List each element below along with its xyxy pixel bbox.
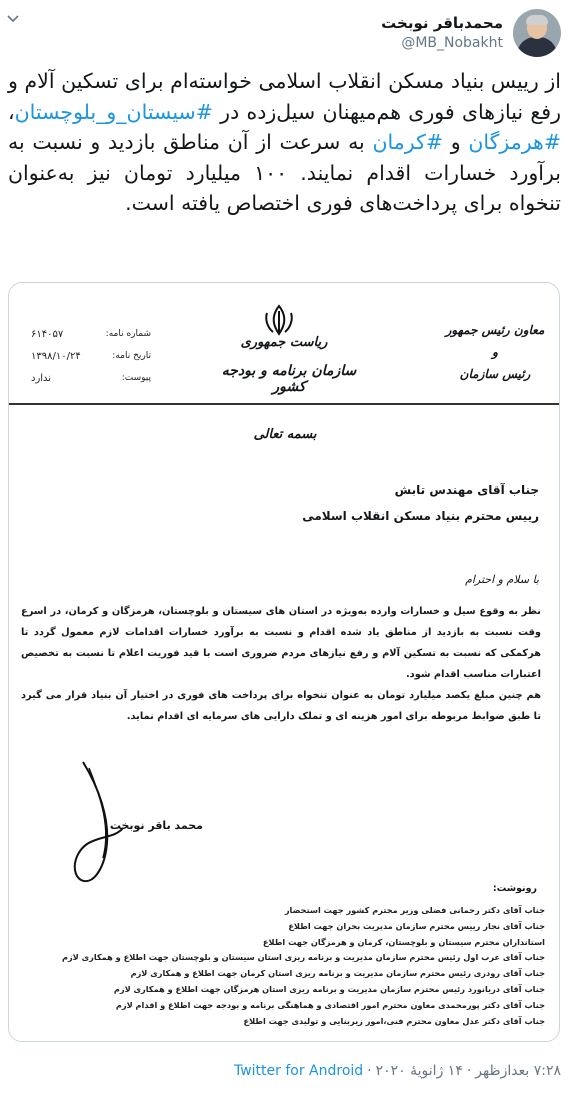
cc-title: رونوشت: bbox=[492, 883, 537, 894]
separator-dot: · bbox=[466, 1063, 472, 1079]
tweet-text-segment: از رییس بنیاد مسکن انقلاب اسلامی خواسته‌ام برای تسکین آلام و رفع نیازهای فوری هم‌میهنان سیل‌زده در bbox=[8, 69, 561, 124]
addressee-name: جناب آقای مهندس تابش bbox=[394, 483, 539, 497]
cc-item: جناب آقای دریانورد رئیس محترم سازمان مدیریت و برنامه ریزی استان هرمزگان جهت اطلاع و همکاری لازم bbox=[113, 983, 545, 994]
cc-item: جناب آقای رودری رئیس محترم سازمان مدیریت و برنامه ریزی استان کرمان جهت اطلاع و همکاری لازم bbox=[130, 968, 545, 979]
iran-emblem-icon bbox=[261, 303, 297, 337]
sender-title bbox=[445, 319, 545, 385]
letter-body bbox=[21, 601, 541, 727]
meta-value: ۶۱۴۰۵۷ bbox=[31, 328, 64, 340]
org-line-presidency: ریاست جمهوری bbox=[240, 335, 328, 350]
meta-key: شماره نامه: bbox=[105, 329, 151, 339]
meta-row-attachment bbox=[31, 367, 151, 389]
attached-letter-image[interactable] bbox=[8, 282, 560, 1042]
chevron-down-icon[interactable] bbox=[6, 14, 20, 24]
tweet-time[interactable]: ۷:۲۸ بعدازظهر bbox=[475, 1063, 561, 1079]
meta-key: پیوست: bbox=[121, 373, 151, 383]
greeting: با سلام و احترام bbox=[465, 573, 539, 586]
tweet-footer bbox=[234, 1060, 561, 1082]
cc-item: جناب آقای دکتر رحمانی فضلی وزیر محترم کشور جهت استحضار bbox=[284, 905, 545, 915]
meta-row-number bbox=[31, 323, 151, 345]
user-handle[interactable]: @MB_Nobakht bbox=[401, 35, 503, 51]
letterhead-divider bbox=[9, 403, 559, 405]
tweet-text-segment: ، bbox=[8, 99, 15, 124]
hashtag-link-kerman[interactable]: #کرمان bbox=[372, 130, 444, 154]
basmala: بسمه تعالی bbox=[253, 427, 317, 442]
letter-paragraph: هم چنین مبلغ یکصد میلیارد تومان به عنوان تنخواه برای پرداخت های فوری در اختیار آن بنیاد قرار می گیرد تا طبق ضوابط مربوطه برای امور هزینه ای و تملک دارایی های سرمایه ای اقدام نماید. bbox=[21, 690, 541, 722]
cc-list bbox=[25, 903, 545, 1029]
separator-dot: · bbox=[367, 1063, 372, 1079]
meta-value: ۱۳۹۸/۱۰/۲۴ bbox=[31, 350, 81, 362]
cc-item: جناب آقای دکتر عدل معاون محترم فنی،امور زیربنایی و تولیدی جهت اطلاع bbox=[243, 1015, 545, 1026]
sender-title-line: رئیس سازمان bbox=[459, 367, 531, 381]
sender-title-line: و bbox=[492, 345, 498, 359]
hashtag-link-hormozgan[interactable]: #هرمزگان bbox=[468, 130, 561, 154]
hashtag-link-sistan[interactable]: #سیستان_و_بلوچستان bbox=[14, 99, 213, 124]
cc-item: جناب آقای عرب اول رئیس محترم سازمان مدیریت و برنامه ریزی استان سیستان و بلوچستان جهت اطلاع و همکاری لازم bbox=[61, 952, 545, 963]
tweet-source-link[interactable]: Twitter for Android bbox=[233, 1063, 364, 1079]
tweet-text-segment: به سرعت از آن مناطق بازدید و نسبت به برآورد خسارات اقدام نمایند. ۱۰۰ میلیارد تومان نیز به‌عنوان تنخواه برای پرداخت‌های فوری اختصاص یافته است. bbox=[8, 130, 561, 215]
avatar[interactable] bbox=[513, 9, 561, 57]
cc-item: جناب آقای دکتر پورمحمدی معاون محترم امور اقتصادی و هماهنگی برنامه و بودجه جهت اطلاع و اقدام لازم bbox=[115, 999, 545, 1010]
author-names bbox=[381, 13, 503, 53]
meta-value: ندارد bbox=[31, 372, 52, 384]
tweet-date[interactable]: ۱۴ ژانویهٔ ۲۰۲۰ bbox=[375, 1063, 463, 1079]
letter-paragraph: نظر به وقوع سیل و خسارات وارده به‌ویژه در استان های سیستان و بلوچستان، هرمزگان و کرمان، در اسرع وقت نسبت به بازدید از مناطق یاد شده اقدام و نسبت به برآورد خسارات اقدامات لازم معمول گردد تا هرکمکی که نسبت به تسکین آلام و رفع نیازهای مردم ضروری است با قید فوریت اعلام تا نسبت به تخصیص اعتبارات مناسب اقدام شود. bbox=[21, 606, 541, 680]
org-line-budget-organization: سازمان برنامه و بودجه کشور bbox=[221, 363, 357, 395]
tweet-header bbox=[381, 8, 561, 58]
meta-row-date bbox=[31, 345, 151, 367]
sender-title-line: معاون رئیس جمهور bbox=[445, 323, 545, 337]
letter-meta bbox=[31, 323, 151, 389]
display-name[interactable]: محمدباقر نوبخت bbox=[381, 14, 503, 32]
tweet-text-segment: و bbox=[443, 130, 469, 154]
tweet-text bbox=[8, 66, 561, 219]
cc-item: استانداران محترم سیستان و بلوچستان، کرمان و هرمزگان جهت اطلاع bbox=[262, 936, 545, 947]
addressee-title: رییس محترم بنیاد مسکن انقلاب اسلامی bbox=[302, 509, 539, 523]
signer-name: محمد باقر نوبخت bbox=[109, 819, 203, 832]
cc-item: جناب آقای نجار رییس محترم سازمان مدیریت بحران جهت اطلاع bbox=[288, 920, 545, 931]
meta-key: تاریخ نامه: bbox=[112, 351, 151, 361]
